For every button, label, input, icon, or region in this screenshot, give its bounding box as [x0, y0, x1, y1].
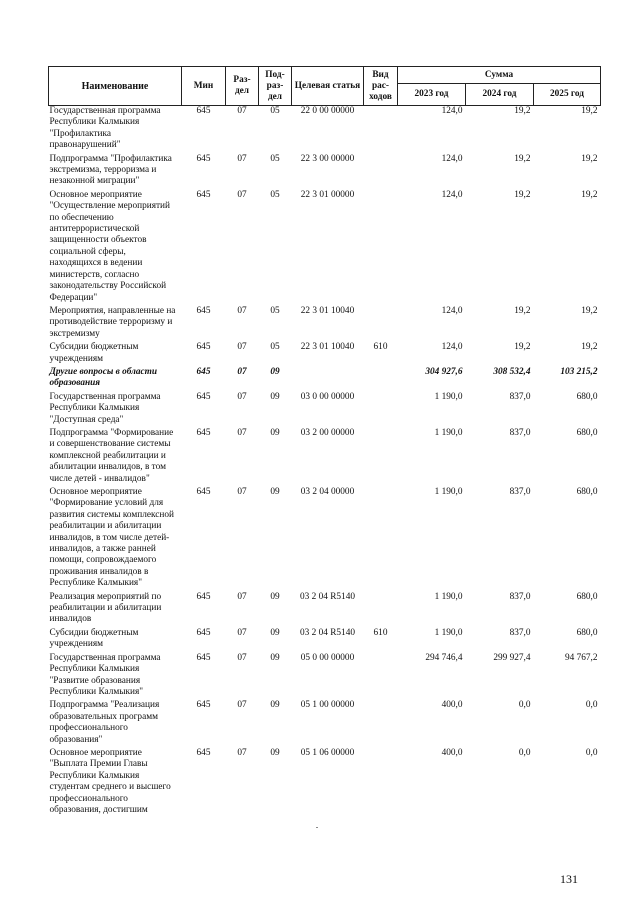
- row-celevaya-statya: 05 1 06 00000: [300, 747, 355, 758]
- row-podrazdel: 05: [270, 153, 280, 164]
- row-sum-2024: 299 927,4: [493, 652, 531, 663]
- table-header: [49, 67, 601, 106]
- row-razdel: 07: [237, 627, 247, 638]
- row-sum-2025: 680,0: [576, 591, 598, 602]
- row-sum-2023: 400,0: [441, 700, 463, 711]
- table-row: [49, 748, 601, 818]
- row-min: 645: [196, 700, 211, 711]
- scan-artifact: [316, 827, 318, 828]
- row-sum-2024: 0,0: [518, 747, 531, 758]
- row-razdel: 07: [237, 427, 247, 438]
- row-sum-2024: 19,2: [514, 305, 531, 316]
- row-sum-2023: 400,0: [441, 747, 463, 758]
- row-name: Подпрограмма "Реализация образовательных программ профессионального образования": [49, 700, 160, 745]
- row-sum-2023: 1 190,0: [434, 487, 463, 497]
- row-razdel: 07: [237, 106, 247, 116]
- row-sum-2025: 19,2: [581, 342, 598, 353]
- row-vid-raskhodov: [364, 653, 398, 701]
- table-row: [49, 428, 601, 487]
- row-sum-2023: 124,0: [441, 305, 463, 316]
- row-name: Государственная программа Республики Калмыкия "Доступная среда": [49, 391, 161, 425]
- row-min: 645: [196, 427, 211, 438]
- row-sum-2025: 19,2: [581, 153, 598, 164]
- row-sum-2023: 124,0: [441, 153, 463, 164]
- row-razdel: 07: [237, 591, 247, 602]
- header-min: Мин: [182, 67, 226, 106]
- row-vid-raskhodov: [364, 487, 398, 592]
- row-sum-2023: 1 190,0: [434, 427, 463, 438]
- row-sum-2025: 19,2: [581, 189, 598, 200]
- row-vid-raskhodov: [364, 748, 398, 818]
- row-podrazdel: 09: [270, 391, 280, 402]
- row-sum-2025: 19,2: [581, 305, 598, 316]
- row-vid-raskhodov: 610: [373, 342, 388, 353]
- table-row: [49, 190, 601, 306]
- row-sum-2024: 837,0: [509, 591, 531, 602]
- row-sum-2024: 837,0: [509, 391, 531, 402]
- row-celevaya-statya: 22 3 01 10040: [300, 305, 355, 316]
- row-sum-2025: 103 215,2: [560, 366, 598, 377]
- row-vid-raskhodov: [364, 700, 398, 748]
- row-sum-2023: 1 190,0: [434, 391, 463, 402]
- row-razdel: 07: [237, 366, 247, 377]
- table-row: [49, 628, 601, 653]
- row-vid-raskhodov: [364, 367, 398, 392]
- row-sum-2024: 19,2: [514, 189, 531, 200]
- row-razdel: 07: [237, 652, 247, 663]
- row-sum-2025: 0,0: [585, 747, 598, 758]
- row-podrazdel: 09: [270, 627, 280, 638]
- row-razdel: 07: [237, 305, 247, 316]
- row-sum-2024: 837,0: [509, 487, 531, 497]
- table-row: [49, 154, 601, 190]
- row-celevaya-statya: 03 0 00 00000: [300, 391, 355, 402]
- row-razdel: 07: [237, 487, 247, 497]
- row-sum-2025: 19,2: [581, 106, 598, 116]
- row-vid-raskhodov: [364, 154, 398, 190]
- row-min: 645: [196, 305, 211, 316]
- row-podrazdel: 05: [270, 342, 280, 353]
- row-sum-2024: 0,0: [518, 700, 531, 711]
- row-celevaya-statya: 03 2 04 R5140: [299, 591, 355, 602]
- row-min: 645: [196, 652, 211, 663]
- table-row: [49, 653, 601, 701]
- row-min: 645: [196, 366, 211, 377]
- header-name: Наименование: [49, 67, 182, 106]
- row-min: 645: [196, 487, 211, 497]
- row-podrazdel: 09: [270, 652, 280, 663]
- header-year-2024: 2024 год: [466, 84, 534, 106]
- row-min: 645: [196, 591, 211, 602]
- row-celevaya-statya: 22 3 00 00000: [300, 153, 355, 164]
- header-year-2025: 2025 год: [534, 84, 601, 106]
- row-vid-raskhodov: [364, 392, 398, 428]
- header-celevaya-statya: Целевая статья: [292, 67, 364, 106]
- table-row: [49, 367, 601, 392]
- row-min: 645: [196, 391, 211, 402]
- row-celevaya-statya: 03 2 00 00000: [300, 427, 355, 438]
- row-name: Подпрограмма "Профилактика экстремизма, терроризма и незаконной миграции": [49, 153, 172, 187]
- row-celevaya-statya: 03 2 04 00000: [300, 487, 355, 497]
- row-sum-2024: 19,2: [514, 153, 531, 164]
- row-celevaya-statya: 22 3 01 00000: [300, 189, 355, 200]
- row-name: Государственная программа Республики Калмыкия "Профилактика правонарушений": [49, 106, 161, 151]
- row-name: Другие вопросы в области образования: [49, 366, 158, 389]
- row-razdel: 07: [237, 391, 247, 402]
- row-vid-raskhodov: [364, 306, 398, 342]
- row-sum-2025: 680,0: [576, 487, 598, 497]
- row-celevaya-statya: 05 0 00 00000: [300, 652, 355, 663]
- row-celevaya-statya: 22 0 00 00000: [300, 106, 355, 116]
- row-sum-2023: 1 190,0: [434, 591, 463, 602]
- row-min: 645: [196, 153, 211, 164]
- row-min: 645: [196, 189, 211, 200]
- row-sum-2024: 19,2: [514, 106, 531, 116]
- header-podrazdel: Под-раз-дел: [259, 67, 292, 106]
- row-podrazdel: 09: [270, 700, 280, 711]
- row-razdel: 07: [237, 153, 247, 164]
- row-name: Государственная программа Республики Калмыкия "Развитие образования Республики Калмыкия": [49, 652, 161, 697]
- row-podrazdel: 09: [270, 487, 280, 497]
- row-celevaya-statya: 03 2 04 R5140: [299, 627, 355, 638]
- table-row: [49, 487, 601, 592]
- row-podrazdel: 09: [270, 591, 280, 602]
- row-vid-raskhodov: [364, 592, 398, 628]
- row-sum-2024: 308 532,4: [493, 366, 531, 377]
- row-vid-raskhodov: [364, 106, 398, 154]
- row-sum-2023: 304 927,6: [425, 366, 463, 377]
- row-min: 645: [196, 747, 211, 758]
- budget-table: [48, 66, 601, 818]
- row-sum-2023: 294 746,4: [425, 652, 463, 663]
- row-sum-2024: 837,0: [509, 427, 531, 438]
- row-podrazdel: 09: [270, 747, 280, 758]
- row-celevaya-statya: 22 3 01 10040: [300, 342, 355, 353]
- row-min: 645: [196, 106, 211, 116]
- row-name: Мероприятия, направленные на противодействие терроризму и экстремизму: [49, 305, 176, 339]
- row-name: Подпрограмма "Формирование и совершенствование системы комплексной реабилитации и абилитации инвалидов, в том числе детей - инвалидов": [49, 427, 174, 484]
- row-sum-2025: 680,0: [576, 627, 598, 638]
- row-min: 645: [196, 627, 211, 638]
- table-row: [49, 392, 601, 428]
- table-row: [49, 306, 601, 342]
- row-sum-2023: 1 190,0: [434, 627, 463, 638]
- row-vid-raskhodov: 610: [373, 627, 388, 638]
- table-row: [49, 106, 601, 154]
- row-celevaya-statya: [292, 367, 364, 392]
- row-podrazdel: 05: [270, 106, 280, 116]
- row-sum-2023: 124,0: [441, 342, 463, 353]
- row-min: 645: [196, 342, 211, 353]
- row-podrazdel: 05: [270, 305, 280, 316]
- row-name: Основное мероприятие "Выплата Премии Главы Республики Калмыкия студентам среднего и высшего профессионального образования, достигшим: [49, 747, 171, 815]
- row-celevaya-statya: 05 1 00 00000: [300, 700, 355, 711]
- table-row: [49, 342, 601, 367]
- table-row: [49, 700, 601, 748]
- row-podrazdel: 09: [270, 427, 280, 438]
- row-sum-2025: 680,0: [576, 427, 598, 438]
- row-razdel: 07: [237, 342, 247, 353]
- table-body: [49, 106, 601, 819]
- row-sum-2023: 124,0: [441, 106, 463, 116]
- header-vid-raskhodov: Вид рас-ходов: [364, 67, 398, 106]
- row-podrazdel: 09: [270, 366, 280, 377]
- row-name: Основное мероприятие "Формирование условий для развития системы комплексной реабилитации и абилитации инвалидов, в том числе детей-инвалидов, а также ранней помощи, сопровождаемого проживания инвалидов в Республике Калмыкия": [49, 487, 174, 589]
- row-name: Реализация мероприятий по реабилитации и абилитации инвалидов: [49, 591, 162, 625]
- header-razdel: Раз-дел: [226, 67, 259, 106]
- row-sum-2024: 837,0: [509, 627, 531, 638]
- row-name: Субсидии бюджетным учреждениям: [49, 342, 139, 364]
- row-name: Субсидии бюджетным учреждениям: [49, 627, 139, 650]
- row-vid-raskhodov: [364, 190, 398, 306]
- header-year-2023: 2023 год: [398, 84, 466, 106]
- row-sum-2025: 0,0: [585, 700, 598, 711]
- row-razdel: 07: [237, 700, 247, 711]
- row-sum-2023: 124,0: [441, 189, 463, 200]
- row-sum-2024: 19,2: [514, 342, 531, 353]
- table-row: [49, 592, 601, 628]
- page-number: 131: [560, 872, 578, 886]
- row-razdel: 07: [237, 189, 247, 200]
- row-sum-2025: 94 767,2: [564, 652, 598, 663]
- row-vid-raskhodov: [364, 428, 398, 487]
- row-sum-2025: 680,0: [576, 391, 598, 402]
- header-summa: Сумма: [398, 67, 601, 84]
- row-podrazdel: 05: [270, 189, 280, 200]
- row-name: Основное мероприятие "Осуществление мероприятий по обеспечению антитеррористической защищенности объектов социальной сферы, находящихся в ведении министерств, согласно законодательству Российской Федерации": [49, 189, 170, 303]
- row-razdel: 07: [237, 747, 247, 758]
